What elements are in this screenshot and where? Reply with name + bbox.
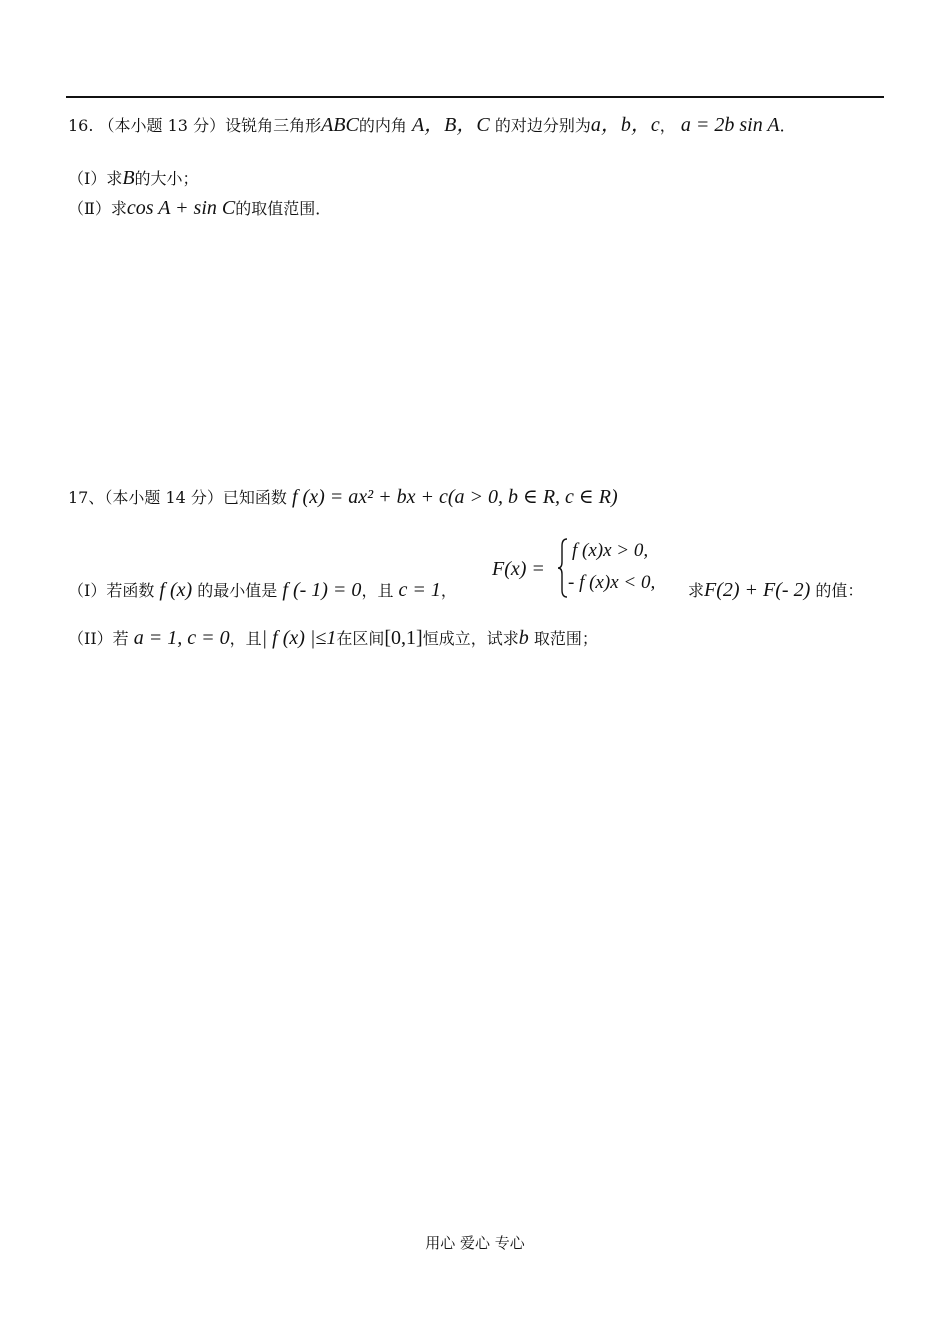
q17-p1-fx: f (x) (159, 579, 193, 601)
q17-p2-in: 在区间 (336, 629, 385, 648)
q17-intro: 17、（本小题 14 分）已知函数 (68, 488, 287, 507)
piecewise-lhs: F(x) = (492, 558, 545, 580)
q17-p1-expr: F(2) + F(- 2) (704, 579, 811, 601)
q17-p2-prefix: （II）若 (68, 629, 129, 648)
q17-p1-ask: 求 (688, 581, 705, 600)
q16-statement (68, 108, 796, 137)
top-rule (66, 96, 884, 98)
q16-sides: a，b，c (590, 114, 660, 136)
piecewise-case-positive: f (x)x > 0, (572, 540, 649, 561)
q17-p1-end: 的值： (815, 581, 864, 600)
q17-part1 (68, 578, 457, 602)
q16-comma: ， (659, 116, 676, 135)
q16-angles: A，B，C (411, 114, 490, 136)
q16-triangle-name: ABC (321, 114, 359, 136)
q17-part1-ask (688, 578, 863, 602)
q17-p2-hold: 恒成立，试求 (422, 629, 519, 648)
q17-part2 (68, 626, 598, 650)
q16-part2 (68, 196, 331, 220)
q17-p2-interval: [0,1] (384, 627, 423, 649)
q16-condition: a = 2b sin A (680, 114, 780, 136)
q16-part1-suffix: 的大小； (134, 169, 199, 188)
q17-p1-c: c = 1 (398, 579, 441, 601)
q17-p2-var: b (518, 627, 529, 649)
q17-p2-and: ，且 (229, 629, 262, 648)
q17-function: f (x) = ax² + bx + c(a > 0, b ∈ R, c ∈ R) (292, 486, 618, 508)
piecewise-case-negative: - f (x)x < 0, (568, 572, 656, 593)
q17-statement (68, 484, 618, 509)
q16-part2-expr: cos A + sin C (126, 197, 236, 219)
q16-part2-prefix: （Ⅱ）求 (68, 199, 127, 218)
q17-p1-min: f (- 1) = 0 (282, 579, 362, 601)
page-footer: 用心 爱心 专心 (425, 1234, 525, 1252)
q16-end: ． (779, 116, 796, 135)
q16-part2-suffix: 的取值范围． (235, 199, 332, 218)
q17-p2-end: 取范围； (533, 629, 598, 648)
q16-part1 (68, 166, 199, 190)
left-brace-icon (558, 538, 568, 598)
q17-p1-prefix: （I）若函数 (68, 581, 155, 600)
q16-part1-var: B (122, 167, 135, 189)
q17-p2-cond: a = 1, c = 0 (133, 627, 230, 649)
q17-p1-and: ，且 (361, 581, 394, 600)
q17-p1-mid: 的最小值是 (197, 581, 278, 600)
q17-p2-ineq: | f (x) |≤1 (261, 627, 337, 649)
piecewise-function-F (492, 538, 692, 602)
q17-p1-comma: ， (440, 581, 457, 600)
q16-intro: 16. （本小题 13 分）设锐角三角形 (68, 116, 322, 135)
q16-part1-prefix: （Ⅰ）求 (68, 169, 123, 188)
q16-mid2: 的对边分别为 (494, 116, 591, 135)
q16-mid1: 的内角 (358, 116, 407, 135)
